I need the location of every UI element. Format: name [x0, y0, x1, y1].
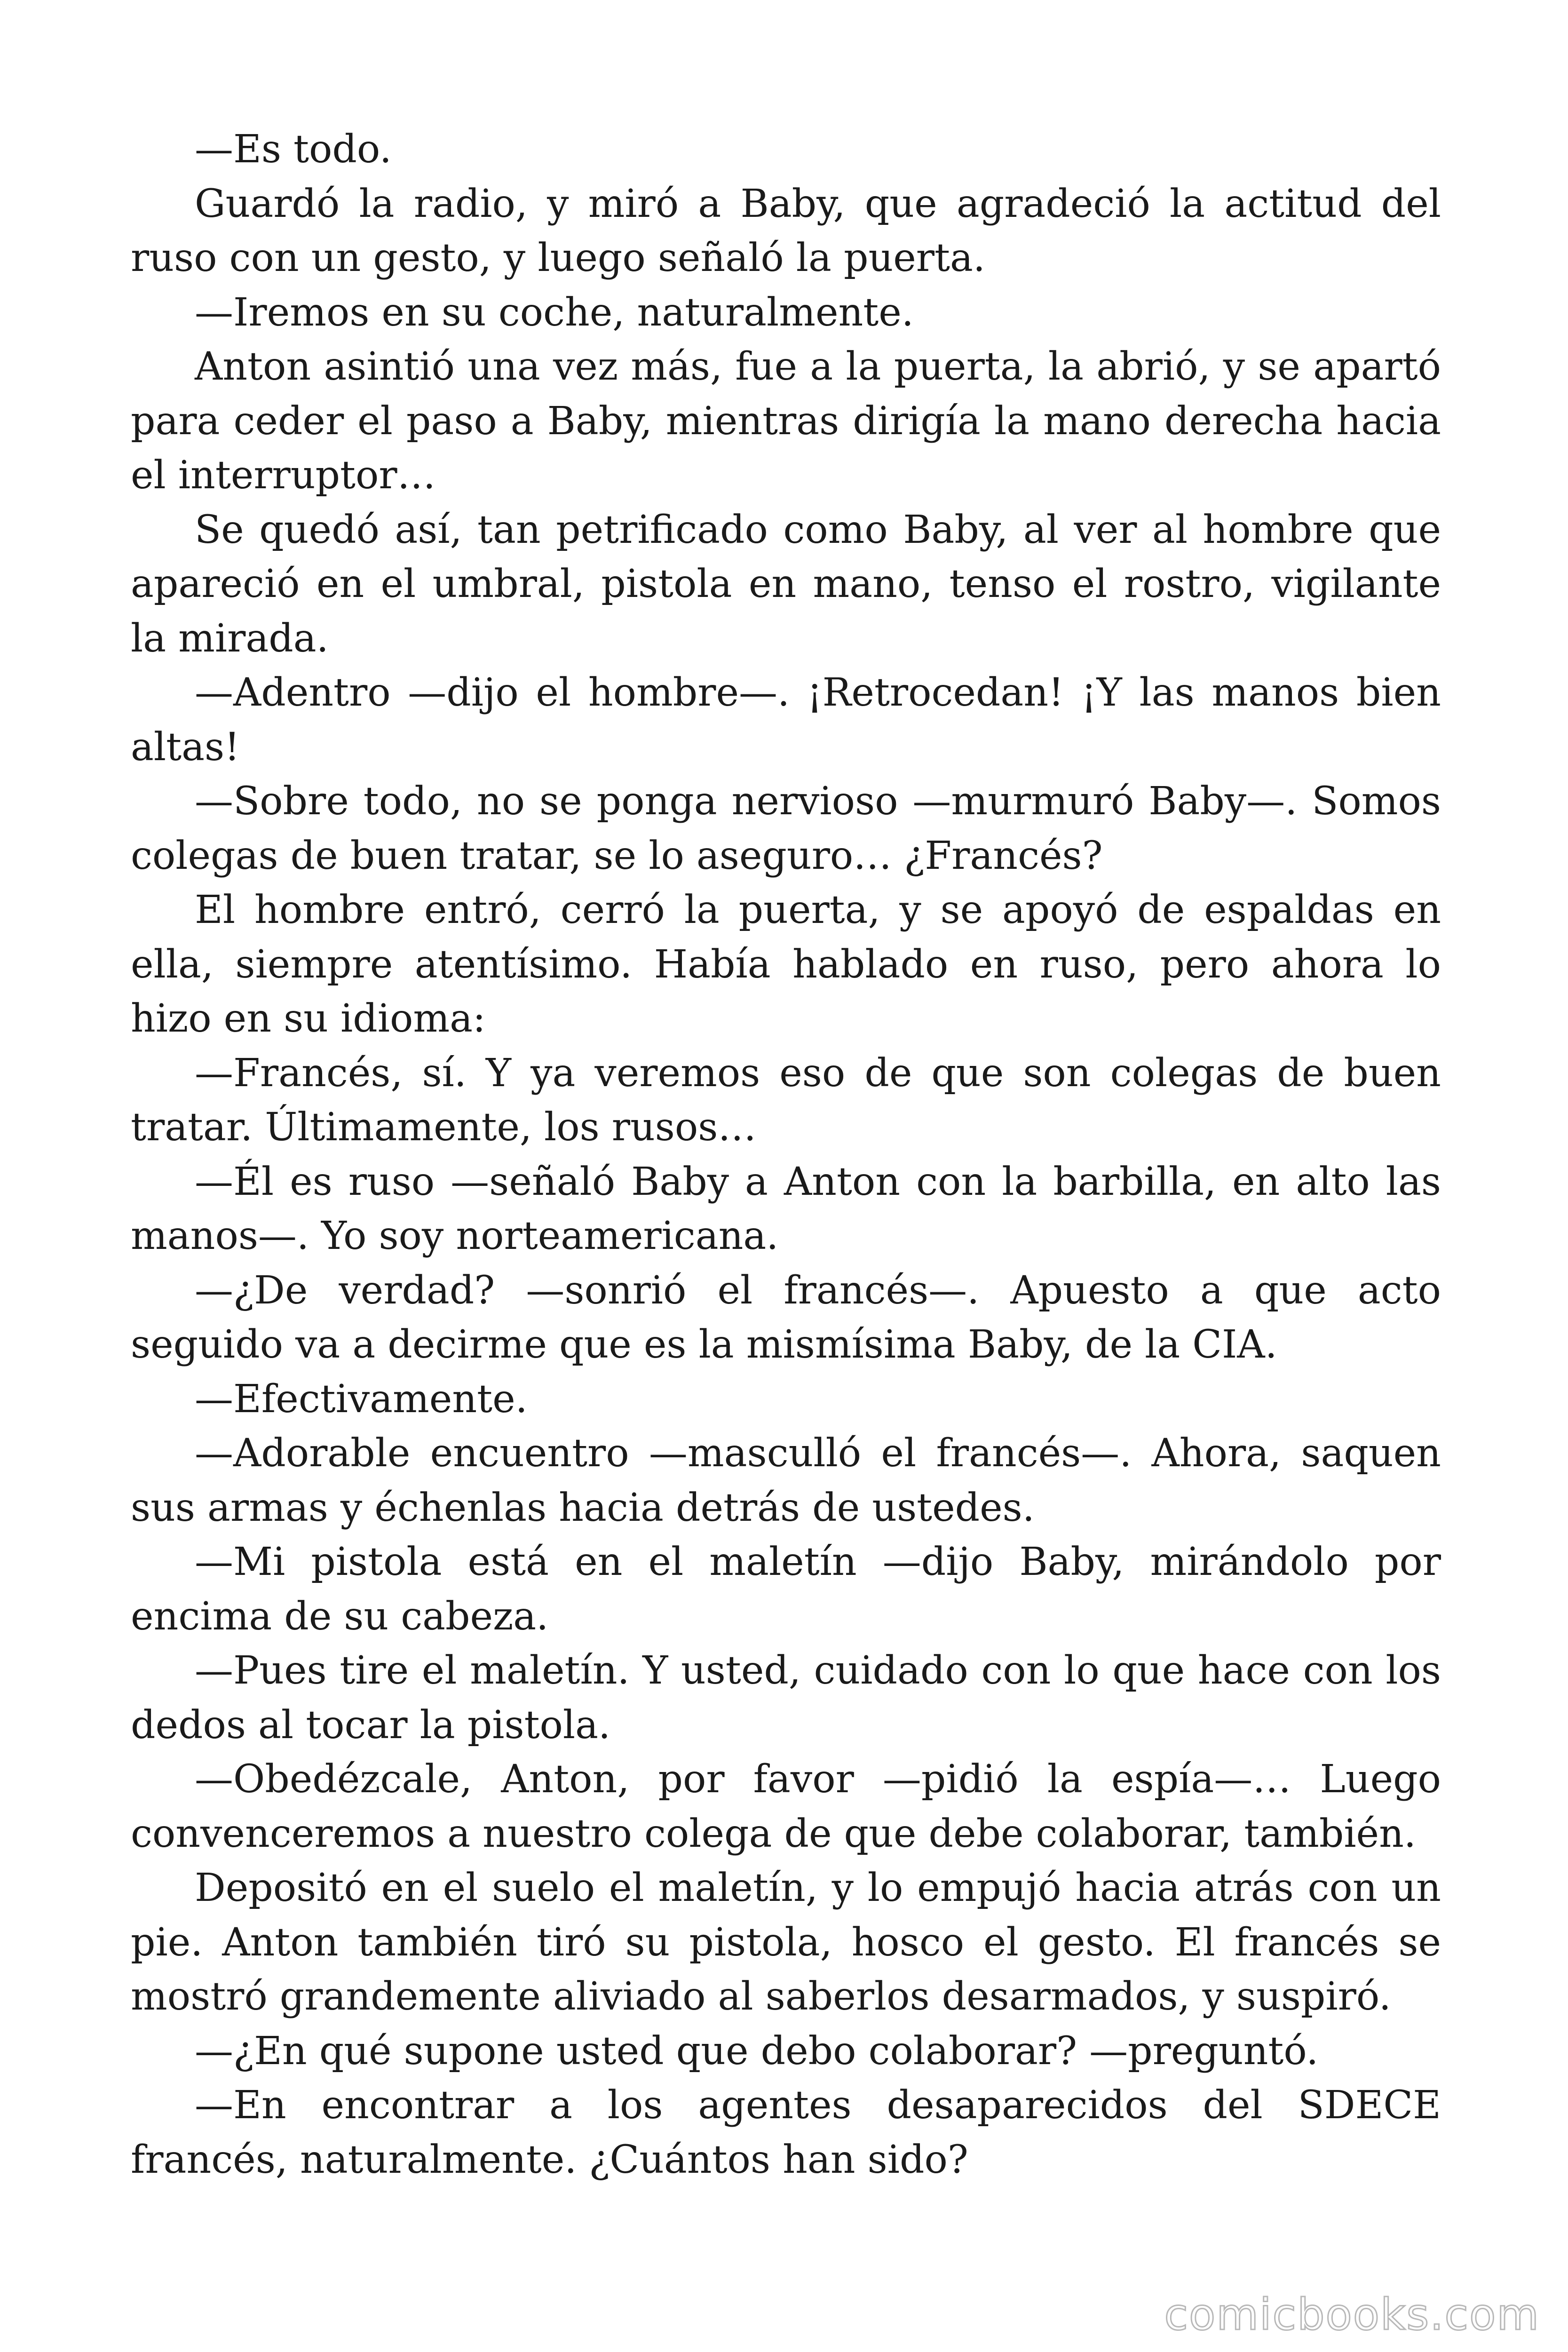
paragraph: —¿De verdad? —sonrió el francés—. Apuesto a que acto seguido va a decirme que es la mismísima Baby, de la CIA.	[131, 1268, 1441, 1367]
site-watermark: comicbooks.com	[1164, 2289, 1540, 2340]
paragraph: —Pues tire el maletín. Y usted, cuidado con lo que hace con los dedos al tocar la pistola.	[131, 1648, 1441, 1748]
paragraph: —Adorable encuentro —masculló el francés—. Ahora, saquen sus armas y échenlas hacia detrás de ustedes.	[131, 1431, 1441, 1530]
paragraph: —Iremos en su coche, naturalmente.	[195, 290, 914, 335]
paragraph: —Él es ruso —señaló Baby a Anton con la barbilla, en alto las manos—. Yo soy norteamericana.	[131, 1159, 1441, 1258]
book-page-text	[131, 122, 1441, 2187]
paragraph: Depositó en el suelo el maletín, y lo empujó hacia atrás con un pie. Anton también tiró su pistola, hosco el gesto. El francés se mostró grandemente aliviado al saberlos desarmados, y suspiró.	[131, 1866, 1441, 2019]
paragraph: —Mi pistola está en el maletín —dijo Baby, mirándolo por encima de su cabeza.	[131, 1540, 1441, 1639]
paragraph: El hombre entró, cerró la puerta, y se apoyó de espaldas en ella, siempre atentísimo. Había hablado en ruso, pero ahora lo hizo en su idioma:	[131, 888, 1441, 1041]
paragraph: Guardó la radio, y miró a Baby, que agradeció la actitud del ruso con un gesto, y luego señaló la puerta.	[131, 181, 1441, 280]
paragraph: —En encontrar a los agentes desaparecidos del SDECE francés, naturalmente. ¿Cuántos han sido?	[131, 2083, 1441, 2182]
paragraph: Se quedó así, tan petrificado como Baby, al ver al hombre que apareció en el umbral, pistola en mano, tenso el rostro, vigilante la mirada.	[131, 507, 1441, 661]
paragraph: Anton asintió una vez más, fue a la puerta, la abrió, y se apartó para ceder el paso a Baby, mientras dirigía la mano derecha hacia el interruptor…	[131, 344, 1441, 498]
paragraph: —Efectivamente.	[195, 1376, 528, 1422]
paragraph: —Sobre todo, no se ponga nervioso —murmuró Baby—. Somos colegas de buen tratar, se lo aseguro… ¿Francés?	[131, 779, 1441, 878]
paragraph: —Obedézcale, Anton, por favor —pidió la espía—… Luego convenceremos a nuestro colega de que debe colaborar, también.	[131, 1757, 1441, 1856]
paragraph: —Es todo.	[195, 127, 392, 172]
paragraph: —¿En qué supone usted que debo colaborar? —preguntó.	[195, 2028, 1319, 2074]
paragraph: —Francés, sí. Y ya veremos eso de que son colegas de buen tratar. Últimamente, los rusos…	[131, 1050, 1441, 1150]
paragraph: —Adentro —dijo el hombre—. ¡Retrocedan! ¡Y las manos bien altas!	[131, 670, 1441, 770]
